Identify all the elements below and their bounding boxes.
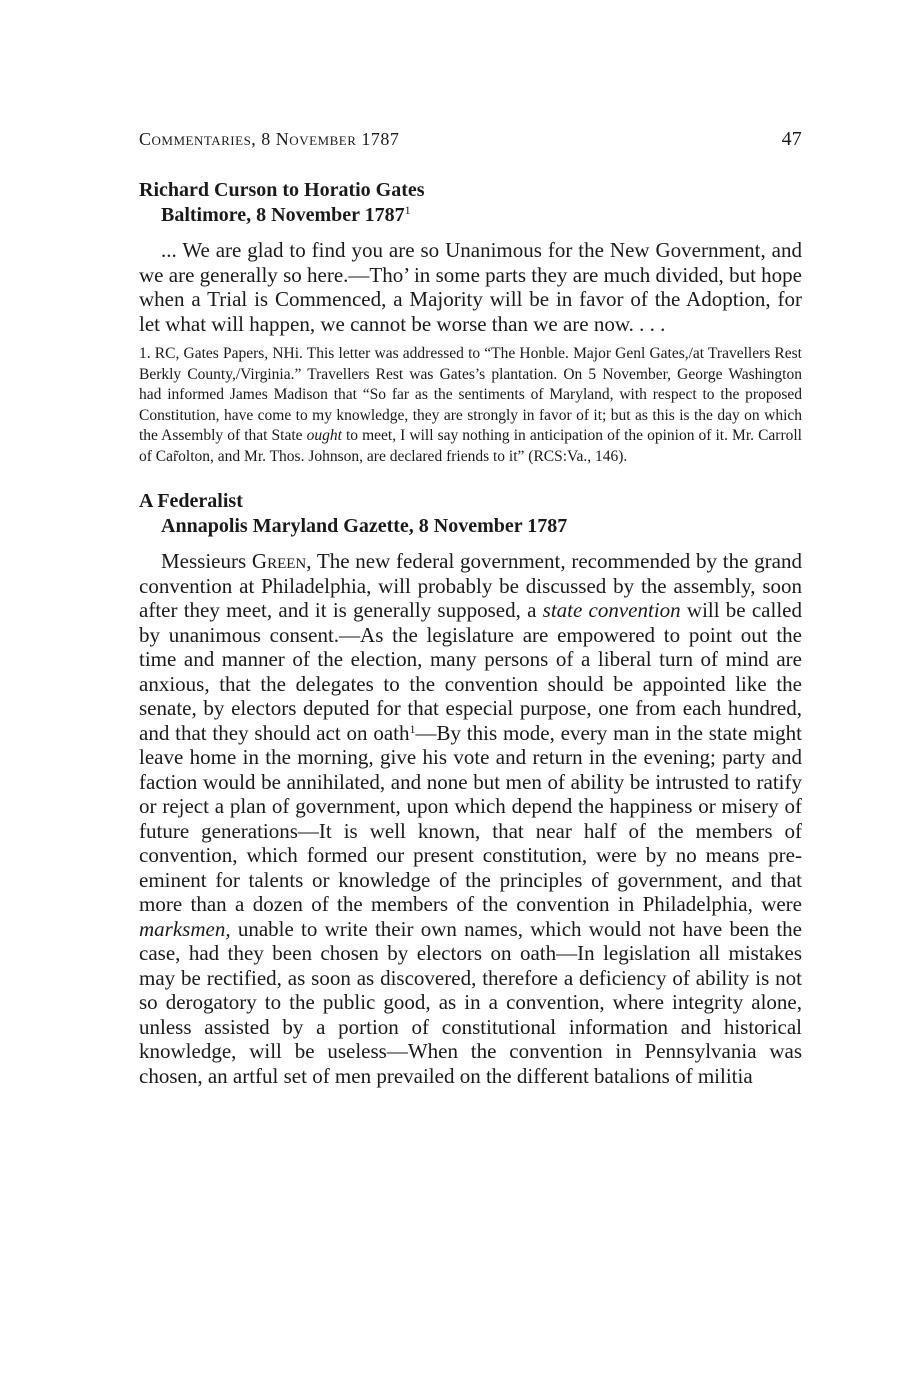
footnote-ref: 1: [404, 203, 411, 217]
article-source: Annapolis Maryland Gazette, 8 November 1787: [161, 515, 568, 537]
article-text-a: , The new federal government, recommended by the grand convention at Philadelphia, will probably be discussed by the assembly, soon after they meet, and it is generally supposed, a: [139, 549, 802, 622]
letter-place-date: [139, 203, 802, 228]
article-heading: [139, 489, 802, 539]
page: [139, 128, 802, 1088]
letter-body: ... We are glad to find you are so Unanimous for the New Government, and we are generally so here.—Tho’ in some parts they are much divided, but hope when a Trial is Commenced, a Majority will be in favor of the Adoption, for let what will happen, we cannot be worse than we are now. . . .: [139, 238, 802, 336]
article-author: A Federalist: [139, 490, 243, 512]
page-number: 47: [781, 128, 802, 150]
article-addressee: Green: [251, 549, 307, 573]
footnote-text-a: 1. RC, Gates Papers, NHi. This letter was addressed to “The Honble. Major Genl Gates,/at Travellers Rest Berkly County,/Virginia.” Travellers Rest was Gates’s plantation. On 5 November, George Washington had informed James Madison that “So far as the sentiments of Maryland, with respect to the proposed Constitution, have come to my knowledge, they are strongly in favor of it; but as this is the day on which the Assembly of that State: [139, 345, 802, 444]
footnote: [139, 344, 802, 467]
running-title: Commentaries, 8 November 1787: [139, 129, 400, 149]
footnote-italic: ought: [306, 427, 342, 444]
article-salutation: Messieurs: [161, 549, 252, 573]
running-head: [139, 128, 802, 158]
letter-dateline: Baltimore, 8 November 1787: [161, 204, 405, 226]
letter-title: Richard Curson to Horatio Gates: [139, 179, 425, 201]
article-text-c: —By this mode, every man in the state might leave home in the morning, give his vote and return in the evening; party and faction would be annihilated, and none but men of ability be intrusted to ratify or reject a plan of government, upon which depend the happiness or misery of future generations—It is well known, that near half of the members of convention, which formed our present constitution, were by no means pre-eminent for talents or knowledge of the principles of government, and that more than a dozen of the members of the convention in Philadelphia, were: [139, 720, 802, 916]
letter-heading: [139, 178, 802, 228]
article-text-b: will be called by unanimous consent.—As the legislature are empowered to point out the time and manner of the election, many persons of a liberal turn of mind are anxious, that the delegates to the convention should be appointed like the senate, by electors deputed for that especial purpose, one from each hundred, and that they should act on oath: [139, 598, 802, 745]
article-italic-1: state convention: [542, 598, 681, 622]
footnote-text-b: to meet, I will say nothing in anticipation of the opinion of it. Mr. Carroll of Car̃olton, and Mr. Thos. Johnson, are declared friends to it” (RCS:Va., 146).: [139, 427, 802, 465]
article-body: [139, 549, 802, 1088]
article-italic-2: marksmen,: [139, 916, 231, 941]
article-text-d: unable to write their own names, which would not have been the case, had they been chosen by electors on oath—In legislation all mistakes may be rectified, as soon as discovered, therefore a deficiency of ability is not so derogatory to the public good, as in a convention, where integrity alone, unless assisted by a portion of constitutional information and historical knowledge, will be useless—When the convention in Pennsylvania was chosen, an artful set of men prevailed on the different batalions of militia: [139, 916, 802, 1088]
article-note-ref: 1: [409, 721, 416, 736]
